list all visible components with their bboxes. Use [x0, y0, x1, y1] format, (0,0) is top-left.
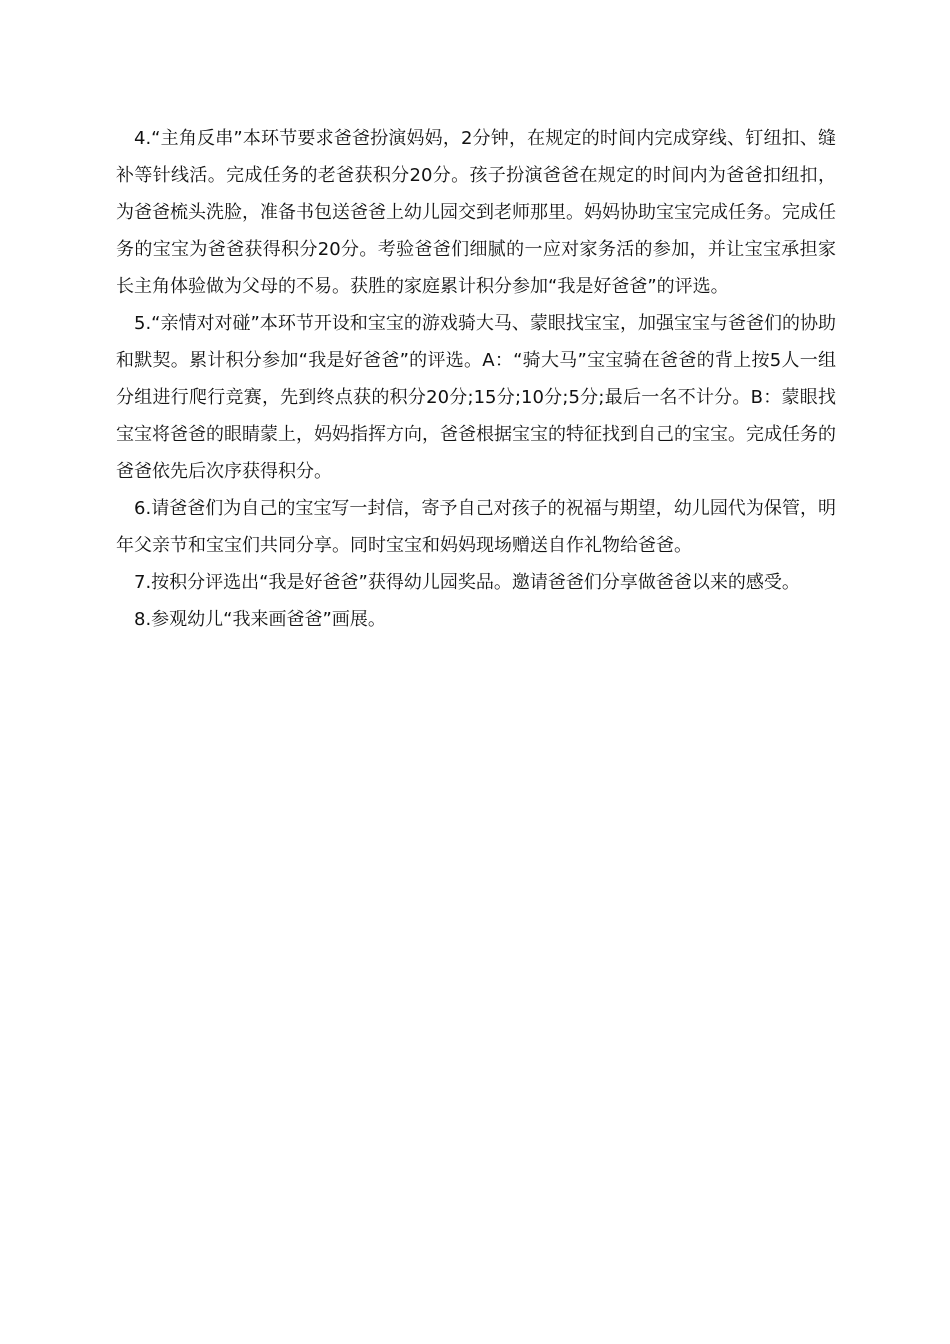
document-body — [116, 120, 836, 638]
paragraph-item-6: 6.请爸爸们为自己的宝宝写一封信，寄予自己对孩子的祝福与期望，幼儿园代为保管，明年父亲节和宝宝们共同分享。同时宝宝和妈妈现场赠送自作礼物给爸爸。 — [116, 498, 836, 556]
paragraph-item-4: 4.“主角反串”本环节要求爸爸扮演妈妈，2分钟，在规定的时间内完成穿线、钉纽扣、缝补等针线活。完成任务的老爸获积分20分。孩子扮演爸爸在规定的时间内为爸爸扣纽扣，为爸爸梳头洗脸，准备书包送爸爸上幼儿园交到老师那里。妈妈协助宝宝完成任务。完成任务的宝宝为爸爸获得积分20分。考验爸爸们细腻的一应对家务活的参加，并让宝宝承担家长主角体验做为父母的不易。获胜的家庭累计积分参加“我是好爸爸”的评选。 — [116, 128, 836, 297]
paragraph-item-5: 5.“亲情对对碰”本环节开设和宝宝的游戏骑大马、蒙眼找宝宝，加强宝宝与爸爸们的协助和默契。累计积分参加“我是好爸爸”的评选。A：“骑大马”宝宝骑在爸爸的背上按5人一组分组进行爬行竞赛，先到终点获的积分20分;15分;10分;5分;最后一名不计分。B：蒙眼找宝宝将爸爸的眼睛蒙上，妈妈指挥方向，爸爸根据宝宝的特征找到自己的宝宝。完成任务的爸爸依先后次序获得积分。 — [116, 313, 836, 482]
paragraph-item-8: 8.参观幼儿“我来画爸爸”画展。 — [134, 609, 386, 630]
paragraph-item-7: 7.按积分评选出“我是好爸爸”获得幼儿园奖品。邀请爸爸们分享做爸爸以来的感受。 — [134, 572, 800, 593]
